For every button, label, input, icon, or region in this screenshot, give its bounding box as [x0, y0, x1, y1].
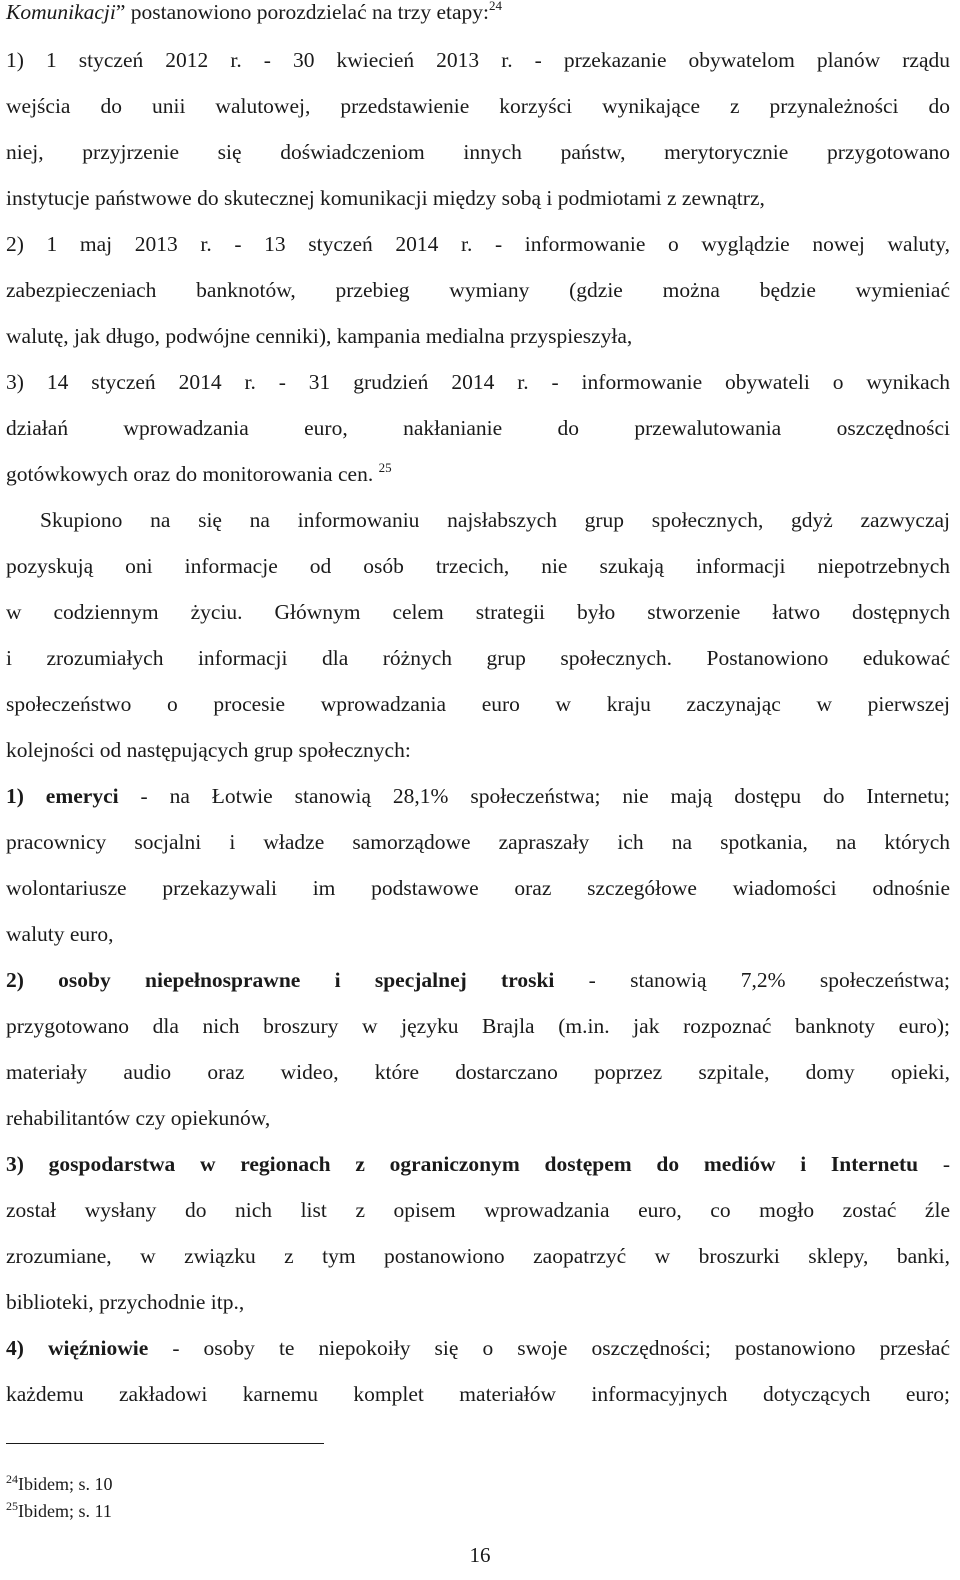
group-2-line: materiały audio oraz wideo, które dostarczano poprzez szpitale, domy opieki, — [6, 1060, 950, 1084]
stage-3-line — [6, 459, 950, 492]
intro-text: ” postanowiono porozdzielać na trzy etapy: — [115, 0, 489, 24]
footnote — [6, 1500, 112, 1524]
group-2-line: przygotowano dla nich broszury w języku Brajla (m.in. jak rozpoznać banknoty euro); — [6, 1014, 950, 1038]
group-2-line: rehabilitantów czy opiekunów, — [6, 1106, 271, 1130]
group-1-line: wolontariusze przekazywali im podstawowe oraz szczegółowe wiadomości odnośnie — [6, 876, 950, 900]
stage-2-line: walutę, jak długo, podwójne cenniki), kampania medialna przyspieszyła, — [6, 324, 633, 348]
group-1-heading: 1) emeryci — [6, 784, 119, 808]
paragraph-line: w codziennym życiu. Głównym celem strategii było stworzenie łatwo dostępnych — [6, 600, 950, 624]
group-1-text: - na Łotwie stanowią 28,1% społeczeństwa; nie mają dostępu do Internetu; — [118, 784, 950, 808]
footnote-number: 25 — [6, 1499, 18, 1513]
stage-1-line: instytucje państwowe do skutecznej komunikacji między sobą i podmiotami z zewnątrz, — [6, 186, 765, 210]
stage-1-line: niej, przyjrzenie się doświadczeniom innych państw, merytorycznie przygotowano — [6, 140, 950, 164]
group-3-line — [6, 1149, 950, 1179]
paragraph-line: i zrozumiałych informacji dla różnych grup społecznych. Postanowiono edukować — [6, 646, 950, 670]
stage-1-line: wejścia do unii walutowej, przedstawienie korzyści wynikające z przynależności do — [6, 94, 950, 118]
stage-2-line: 2) 1 maj 2013 r. - 13 styczeń 2014 r. - informowanie o wyglądzie nowej waluty, — [6, 232, 950, 256]
group-3-heading: 3) gospodarstwa w regionach z ograniczonym dostępem do mediów i Internetu — [6, 1152, 919, 1176]
stage-1-line: 1) 1 styczeń 2012 r. - 30 kwiecień 2013 r. - przekazanie obywatelom planów rządu — [6, 48, 950, 72]
group-4-heading: 4) więźniowie — [6, 1336, 149, 1360]
intro-line — [6, 0, 950, 30]
group-3-line: został wysłany do nich list z opisem wprowadzania euro, co mogło zostać źle — [6, 1198, 950, 1222]
footnote-text: Ibidem; s. 11 — [18, 1501, 112, 1521]
group-1-line: pracownicy socjalni i władze samorządowe zapraszały ich na spotkania, na których — [6, 830, 950, 854]
footnote-text: Ibidem; s. 10 — [18, 1474, 113, 1494]
group-3-line: biblioteki, przychodnie itp., — [6, 1290, 245, 1314]
page-number: 16 — [469, 1543, 491, 1567]
paragraph-line: pozyskują oni informacje od osób trzecich, nie szukają informacji niepotrzebnych — [6, 554, 950, 578]
group-4-text: - osoby te niepokoiły się o swoje oszczędności; postanowiono przesłać — [148, 1336, 951, 1360]
paragraph-line: społeczeństwo o procesie wprowadzania euro w kraju zaczynając w pierwszej — [6, 692, 950, 716]
group-1-line: waluty euro, — [6, 922, 114, 946]
footnote-ref-24: 24 — [489, 0, 502, 13]
group-4-line — [6, 1333, 950, 1363]
paragraph-line: kolejności od następujących grup społecznych: — [6, 738, 411, 762]
group-3-line: zrozumiane, w związku z tym postanowiono zaopatrzyć w broszurki sklepy, banki, — [6, 1244, 950, 1268]
group-2-line — [6, 965, 950, 995]
group-2-heading: 2) osoby niepełnosprawne i specjalnej troski — [6, 968, 555, 992]
group-3-text: - — [918, 1152, 950, 1176]
group-2-text: - stanowią 7,2% społeczeństwa; — [554, 968, 950, 992]
footnote-ref-25: 25 — [378, 460, 392, 475]
stage-2-line: zabezpieczeniach banknotów, przebieg wymiany (gdzie można będzie wymieniać — [6, 278, 950, 302]
stage-3-line: 3) 14 styczeń 2014 r. - 31 grudzień 2014 r. - informowanie obywateli o wynikach — [6, 370, 950, 394]
intro-italic-text: Komunikacji — [6, 0, 116, 24]
group-4-line: każdemu zakładowi karnemu komplet materiałów informacyjnych dotyczących euro; — [6, 1382, 950, 1406]
stage-3-text: gotówkowych oraz do monitorowania cen. — [6, 462, 374, 486]
paragraph-line: Skupiono na się na informowaniu najsłabszych grup społecznych, gdyż zazwyczaj — [40, 508, 950, 532]
footnote — [6, 1473, 113, 1497]
footnote-separator — [6, 1443, 324, 1444]
footnote-number: 24 — [6, 1472, 18, 1486]
group-1-line — [6, 781, 950, 811]
stage-3-line: działań wprowadzania euro, nakłanianie do przewalutowania oszczędności — [6, 416, 950, 440]
